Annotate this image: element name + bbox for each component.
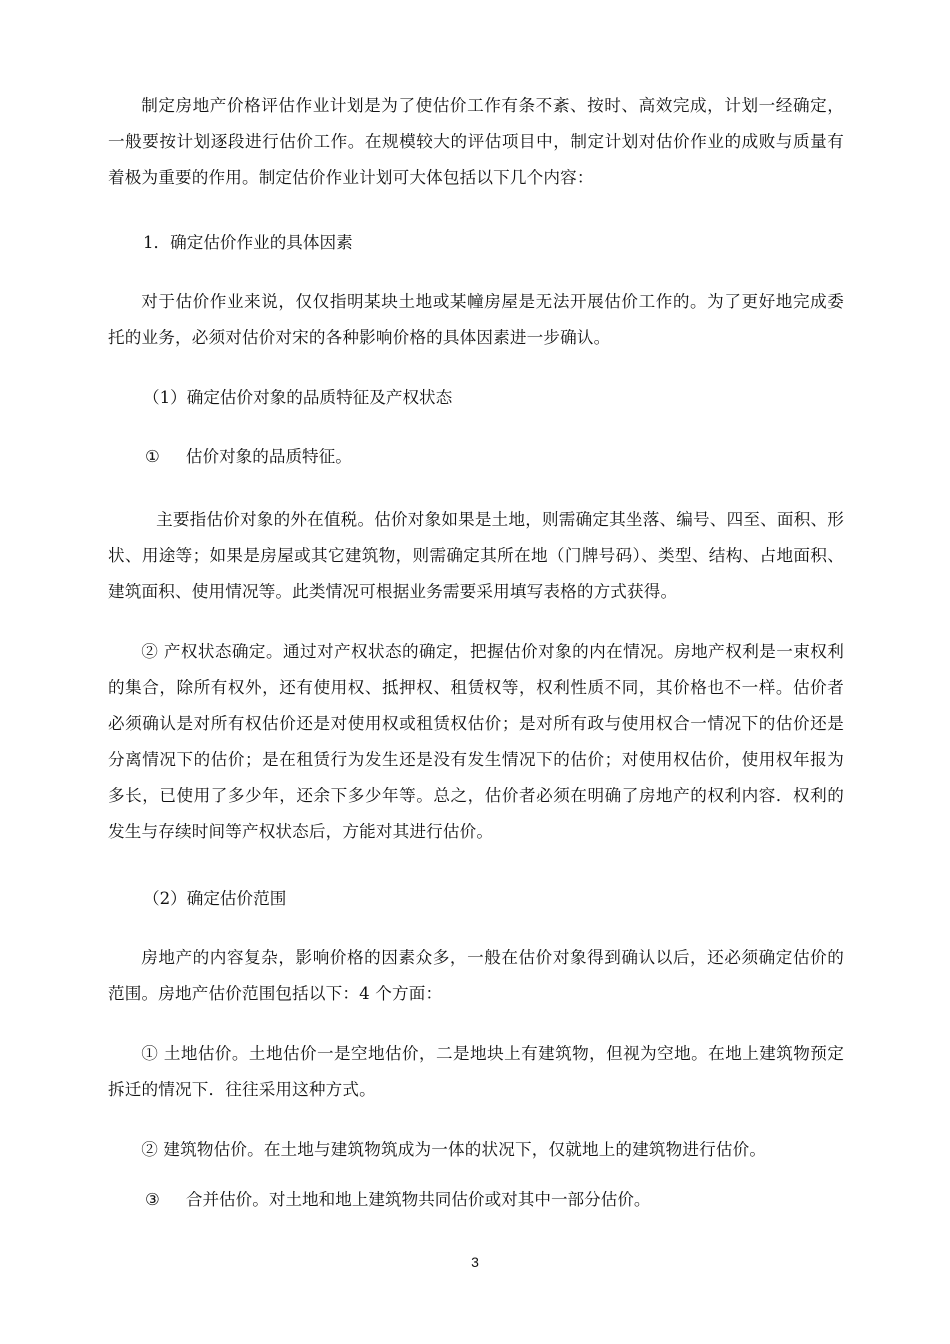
scope-1-paragraph: ① 土地估价。土地估价一是空地估价，二是地块上有建筑物，但视为空地。在地上建筑物预定拆迁的情况下．往往采用这种方式。 [108, 1044, 844, 1099]
subsection-2-intro-paragraph: 房地产的内容复杂，影响价格的因素众多，一般在估价对象得到确认以后，还必须确定估价的范围。房地产估价范围包括以下：4 个方面： [108, 948, 844, 1003]
item-1-title: 估价对象的品质特征。 [185, 447, 352, 466]
section-1-heading: 1．确定估价作业的具体因素 [143, 233, 353, 252]
subsection-1-heading: （1）确定估价对象的品质特征及产权状态 [143, 388, 453, 407]
item-1-marker: ① [145, 447, 160, 466]
subsection-2-heading: （2）确定估价范围 [143, 889, 287, 908]
scope-2-paragraph: ② 建筑物估价。在土地与建筑物筑成为一体的状况下，仅就地上的建筑物进行估价。 [141, 1140, 767, 1159]
scope-3-marker: ③ [145, 1190, 160, 1209]
item-2-paragraph: ② 产权状态确定。通过对产权状态的确定，把握估价对象的内在情况。房地产权利是一束权利的集合，除所有权外，还有使用权、抵押权、租赁权等，权利性质不同，其价格也不一样。估价者必须确认是对所有权估价还是对使用权或租赁权估价；是对所有政与使用权合一情况下的估价还是分离情况下的估价；是在租赁行为发生还是没有发生情况下的估价；对使用权估价，使用权年报为多长，已使用了多少年，还余下多少年等。总之，估价者必须在明确了房地产的权利内容．权利的发生与存续时间等产权状态后，方能对其进行估价。 [108, 642, 844, 841]
intro-paragraph: 制定房地产价格评估作业计划是为了使估价工作有条不紊、按时、高效完成，计划一经确定，一般要按计划逐段进行估价工作。在规模较大的评估项目中，制定计划对估价作业的成败与质量有着极为重要的作用。制定估价作业计划可大体包括以下几个内容： [108, 96, 844, 187]
page-number: 3 [471, 1254, 479, 1270]
scope-3-text: 合并估价。对土地和地上建筑物共同估价或对其中一部分估价。 [185, 1190, 651, 1209]
section-1-intro-paragraph: 对于估价作业来说，仅仅指明某块土地或某幢房屋是无法开展估价工作的。为了更好地完成委托的业务，必须对估价对宋的各种影响价格的具体因素进一步确认。 [108, 292, 844, 347]
item-1-body-paragraph: 主要指估价对象的外在值税。估价对象如果是土地，则需确定其坐落、编号、四至、面积、形状、用途等；如果是房屋或其它建筑物，则需确定其所在地（门牌号码）、类型、结构、占地面积、建筑面积、使用情况等。此类情况可根据业务需要采用填写表格的方式获得。 [108, 510, 844, 601]
item-1-line [145, 439, 352, 475]
scope-3-line [145, 1182, 651, 1218]
